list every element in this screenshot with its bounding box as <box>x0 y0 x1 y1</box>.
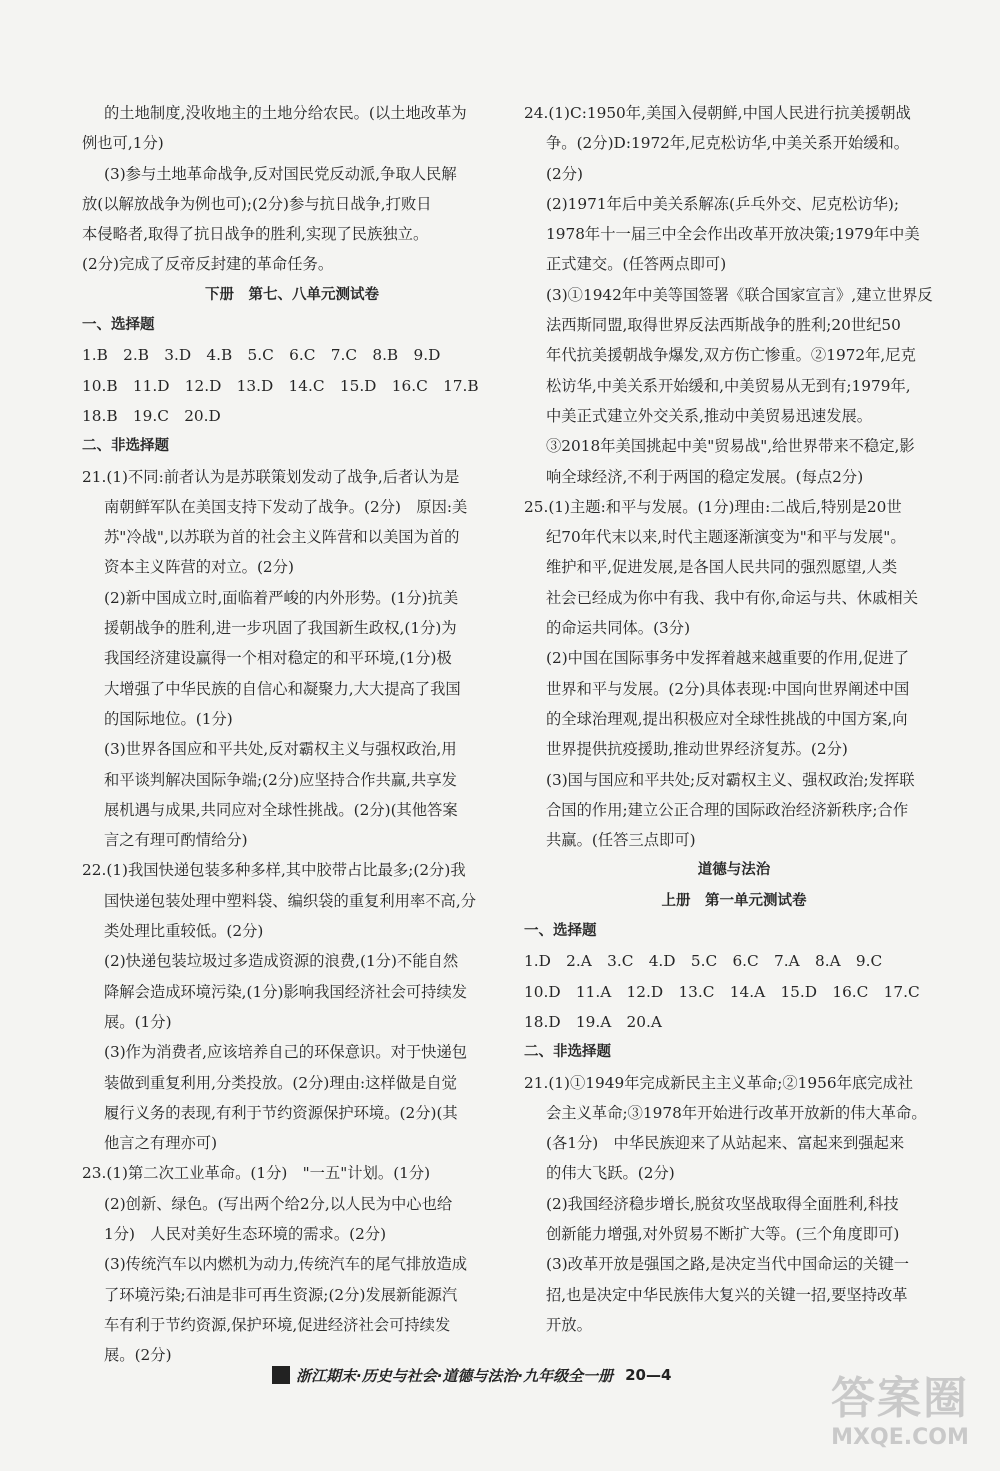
text-line: 招,也是决定中华民族伟大复兴的关键一招,要坚持改革 <box>546 1285 908 1304</box>
text-line: (2)我国经济稳步增长,脱贫攻坚战取得全面胜利,科技 <box>546 1194 899 1213</box>
section-heading: 一、选择题 <box>82 317 155 334</box>
text-line: 23.(1)第二次工业革命。(1分) "一五"计划。(1分) <box>82 1164 431 1183</box>
text-line: 的命运共同体。(3分) <box>546 619 691 638</box>
text-line: 降解会造成环境污染,(1分)影响我国经济社会可持续发 <box>104 982 468 1001</box>
text-line: 1978年十一届三中全会作出改革开放决策;1979年中美 <box>546 225 920 244</box>
text-line: 响全球经济,不利于两国的稳定发展。(每点2分) <box>546 467 864 486</box>
watermark-url: MXQE.COM <box>831 1425 969 1450</box>
watermark-text: 答案圈 <box>831 1373 969 1424</box>
text-line: 履行义务的表现,有利于节约资源保护环境。(2分)(其 <box>104 1103 458 1122</box>
answer-line: 10.D 11.A 12.D 13.C 14.A 15.D 16.C 17.C <box>524 982 920 1001</box>
answer-line: 18.D 19.A 20.A <box>524 1012 662 1031</box>
text-line: 维护和平,促进发展,是各国人民共同的强烈愿望,人类 <box>546 558 898 577</box>
text-line: (2)1971年后中美关系解冻(乒乓外交、尼克松访华); <box>546 194 900 213</box>
text-line: 放(以解放战争为例也可);(2分)参与抗日战争,打败日 <box>82 194 432 213</box>
text-line: (2分) <box>546 164 583 183</box>
text-line: (2)新中国成立时,面临着严峻的内外形势。(1分)抗美 <box>104 588 459 607</box>
text-line: ③2018年美国挑起中美"贸易战",给世界带来不稳定,影 <box>546 437 915 456</box>
text-line: (3)作为消费者,应该培养自己的环保意识。对于快递包 <box>104 1043 468 1062</box>
text-line: 共赢。(任答三点即可) <box>546 831 696 850</box>
text-line: (3)传统汽车以内燃机为动力,传统汽车的尾气排放造成 <box>104 1255 468 1274</box>
footer-title: 浙江期末·历史与社会·道德与法治·九年级全一册 <box>296 1366 614 1385</box>
text-line: (3)①1942年中美等国签署《联合国家宣言》,建立世界反 <box>546 285 933 304</box>
text-line: 21.(1)不同:前者认为是苏联策划发动了战争,后者认为是 <box>82 467 460 486</box>
text-line: 合国的作用;建立公正合理的国际政治经济新秩序;合作 <box>546 800 909 819</box>
text-line: 中美正式建立外交关系,推动中美贸易迅速发展。 <box>546 406 873 425</box>
answer-line: 10.B 11.D 12.D 13.D 14.C 15.D 16.C 17.B <box>82 376 479 395</box>
left-column <box>82 98 502 1370</box>
section-heading: 二、非选择题 <box>524 1044 611 1061</box>
text-line: (3)国与国应和平共处;反对霸权主义、强权政治;发挥联 <box>546 770 915 789</box>
text-line: 展。(1分) <box>104 1012 172 1031</box>
text-line: 本侵略者,取得了抗日战争的胜利,实现了民族独立。 <box>82 225 429 244</box>
text-line: 展机遇与成果,共同应对全球性挑战。(2分)(其他答案 <box>104 800 458 819</box>
text-line: 例也可,1分) <box>82 134 164 153</box>
text-line: 松访华,中美关系开始缓和,中美贸易从无到有;1979年, <box>546 376 911 395</box>
text-line: 纪70年代末以来,时代主题逐渐演变为"和平与发展"。 <box>546 528 906 547</box>
text-line: 南朝鲜军队在美国支持下发动了战争。(2分) 原因:美 <box>104 497 468 516</box>
page-number: 20—4 <box>625 1366 672 1384</box>
text-line: 资本主义阵营的对立。(2分) <box>104 558 294 577</box>
text-line: 的国际地位。(1分) <box>104 709 233 728</box>
text-line: 展。(2分) <box>104 1346 172 1365</box>
text-line: 车有利于节约资源,保护环境,促进经济社会可持续发 <box>104 1315 451 1334</box>
text-line: (2分)完成了反帝反封建的革命任务。 <box>82 255 334 274</box>
text-line: 正式建交。(任答两点即可) <box>546 255 727 274</box>
text-line: 了环境污染;石油是非可再生资源;(2分)发展新能源汽 <box>104 1285 458 1304</box>
text-line: (2)创新、绿色。(写出两个给2分,以人民为中心也给 <box>104 1194 453 1213</box>
text-line: 世界提供抗疫援助,推动世界经济复苏。(2分) <box>546 740 848 759</box>
section-heading: 二、非选择题 <box>82 438 169 455</box>
text-line: 社会已经成为你中有我、我中有你,命运与共、休戚相关 <box>546 588 918 607</box>
text-line: 的伟大飞跃。(2分) <box>546 1164 675 1183</box>
text-line: 我国经济建设赢得一个相对稳定的和平环境,(1分)极 <box>104 649 452 668</box>
answer-line: 1.D 2.A 3.C 4.D 5.C 6.C 7.A 8.A 9.C <box>524 952 883 971</box>
text-line: 开放。 <box>546 1315 592 1334</box>
section-heading: 一、选择题 <box>524 923 597 940</box>
text-line: (3)改革开放是强国之路,是决定当代中国命运的关键一 <box>546 1255 910 1274</box>
text-line: 世界和平与发展。(2分)具体表现:中国向世界阐述中国 <box>546 679 910 698</box>
text-line: 的土地制度,没收地主的土地分给农民。(以土地改革为 <box>104 104 467 122</box>
text-line: 援朝战争的胜利,进一步巩固了我国新生政权,(1分)为 <box>104 619 457 638</box>
footer-square-icon <box>272 1366 290 1384</box>
text-line: 争。(2分)D:1972年,尼克松访华,中美关系开始缓和。 <box>546 134 910 153</box>
text-line: 装做到重复利用,分类投放。(2分)理由:这样做是自觉 <box>104 1073 457 1092</box>
text-line: 年代抗美援朝战争爆发,双方伤亡惨重。②1972年,尼克 <box>546 346 916 365</box>
text-line: 21.(1)①1949年完成新民主主义革命;②1956年底完成社 <box>524 1073 914 1092</box>
text-line: 的全球治理观,提出积极应对全球性挑战的中国方案,向 <box>546 709 908 728</box>
text-line: 大增强了中华民族的自信心和凝聚力,大大提高了我国 <box>104 679 461 698</box>
section-title: 下册 第七、八单元测试卷 <box>205 286 379 303</box>
text-line: 会主义革命;③1978年开始进行改革开放新的伟大革命。 <box>546 1103 927 1122</box>
text-line: 24.(1)C:1950年,美国入侵朝鲜,中国人民进行抗美援朝战 <box>524 104 911 122</box>
watermark-logo <box>820 1373 980 1463</box>
answer-line: 18.B 19.C 20.D <box>82 406 221 425</box>
right-column <box>524 98 944 1340</box>
subject-title: 道德与法治 <box>697 862 771 879</box>
section-title: 上册 第一单元测试卷 <box>661 892 807 909</box>
text-line: 和平谈判解决国际争端;(2分)应坚持合作共赢,共享发 <box>104 770 457 789</box>
text-line: (3)世界各国应和平共处,反对霸权主义与强权政治,用 <box>104 740 457 759</box>
text-line: 苏"冷战",以苏联为首的社会主义阵营和以美国为首的 <box>104 528 460 547</box>
text-line: 他言之有理亦可) <box>104 1134 218 1153</box>
text-line: (各1分) 中华民族迎来了从站起来、富起来到强起来 <box>546 1134 905 1153</box>
text-line: (2)中国在国际事务中发挥着越来越重要的作用,促进了 <box>546 649 910 668</box>
text-line: 25.(1)主题:和平与发展。(1分)理由:二战后,特别是20世 <box>524 497 902 516</box>
text-line: 类处理比重较低。(2分) <box>104 922 264 941</box>
text-line: 1分) 人民对美好生态环境的需求。(2分) <box>104 1224 387 1243</box>
text-line: (3)参与土地革命战争,反对国民党反动派,争取人民解 <box>104 164 457 183</box>
page-footer <box>272 1362 671 1388</box>
text-line: 22.(1)我国快递包装多种多样,其中胶带占比最多;(2分)我 <box>82 861 466 880</box>
text-line: 国快递包装处理中塑料袋、编织袋的重复利用率不高,分 <box>104 891 476 910</box>
text-line: 法西斯同盟,取得世界反法西斯战争的胜利;20世纪50 <box>546 316 901 335</box>
text-line: 言之有理可酌情给分) <box>104 831 248 850</box>
answer-line: 1.B 2.B 3.D 4.B 5.C 6.C 7.C 8.B 9.D <box>82 346 441 365</box>
text-line: (2)快递包装垃圾过多造成资源的浪费,(1分)不能自然 <box>104 952 459 971</box>
text-line: 创新能力增强,对外贸易不断扩大等。(三个角度即可) <box>546 1224 900 1243</box>
